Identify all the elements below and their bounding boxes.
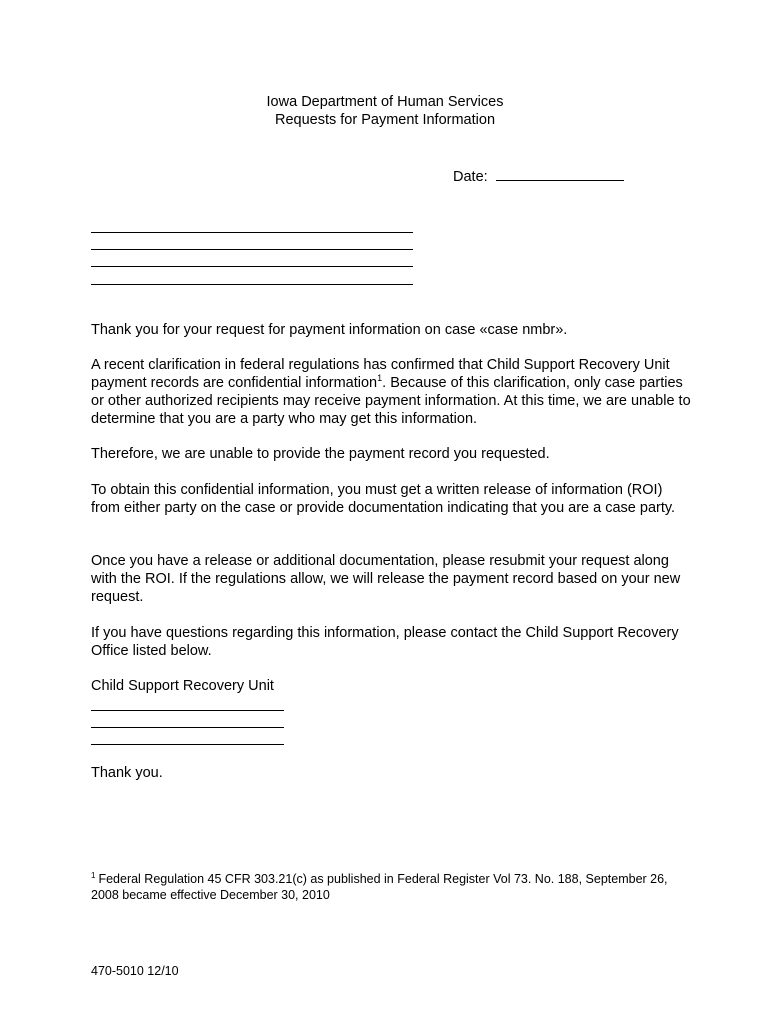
therefore-paragraph: Therefore, we are unable to provide the payment record you requested. xyxy=(91,446,550,462)
clarification-paragraph xyxy=(91,356,691,428)
footnote-text: Federal Regulation 45 CFR 303.21(c) as published in Federal Register Vol 73. No. 188, September 26, 2008 became effective December 30, 2010 xyxy=(91,872,668,902)
office-address-line-2[interactable] xyxy=(91,727,284,728)
obtain-roi-paragraph: To obtain this confidential information, you must get a written release of information (ROI) from either party on the case or provide documentation indicating that you are a case party. xyxy=(91,482,676,516)
resubmit-paragraph: Once you have a release or additional documentation, please resubmit your request along with the ROI. If the regulations allow, we will release the payment record based on your new request. xyxy=(91,553,681,605)
footnote-marker: 1 xyxy=(91,871,96,880)
footnote xyxy=(91,871,691,903)
form-number: 470-5010 12/10 xyxy=(91,964,179,978)
office-label: Child Support Recovery Unit xyxy=(91,678,274,694)
recipient-address-line-1[interactable] xyxy=(91,232,413,233)
recipient-address-line-3[interactable] xyxy=(91,266,413,267)
agency-name: Iowa Department of Human Services xyxy=(266,94,504,110)
document-title: Requests for Payment Information xyxy=(274,112,496,128)
office-address-line-1[interactable] xyxy=(91,710,284,711)
recipient-address-line-2[interactable] xyxy=(91,249,413,250)
footnote-reference: 1 xyxy=(377,373,383,383)
recipient-address-line-4[interactable] xyxy=(91,284,413,285)
closing: Thank you. xyxy=(91,765,163,781)
clarification-text-2: . Because of this clarification, only case parties or other authorized recipients may receive payment information. At this time, we are unable to determine that you are a party who may get this information. xyxy=(91,375,691,427)
date-field[interactable] xyxy=(453,166,624,186)
questions-paragraph: If you have questions regarding this information, please contact the Child Support Recovery Office listed below. xyxy=(91,625,679,659)
office-address-line-3[interactable] xyxy=(91,744,284,745)
date-label: Date: xyxy=(453,169,488,185)
intro-paragraph: Thank you for your request for payment information on case «case nmbr». xyxy=(91,322,568,338)
clarification-text-1: A recent clarification in federal regulations has confirmed that Child Support Recovery Unit payment records are confidential information xyxy=(91,357,670,391)
date-blank-line[interactable] xyxy=(496,166,624,181)
